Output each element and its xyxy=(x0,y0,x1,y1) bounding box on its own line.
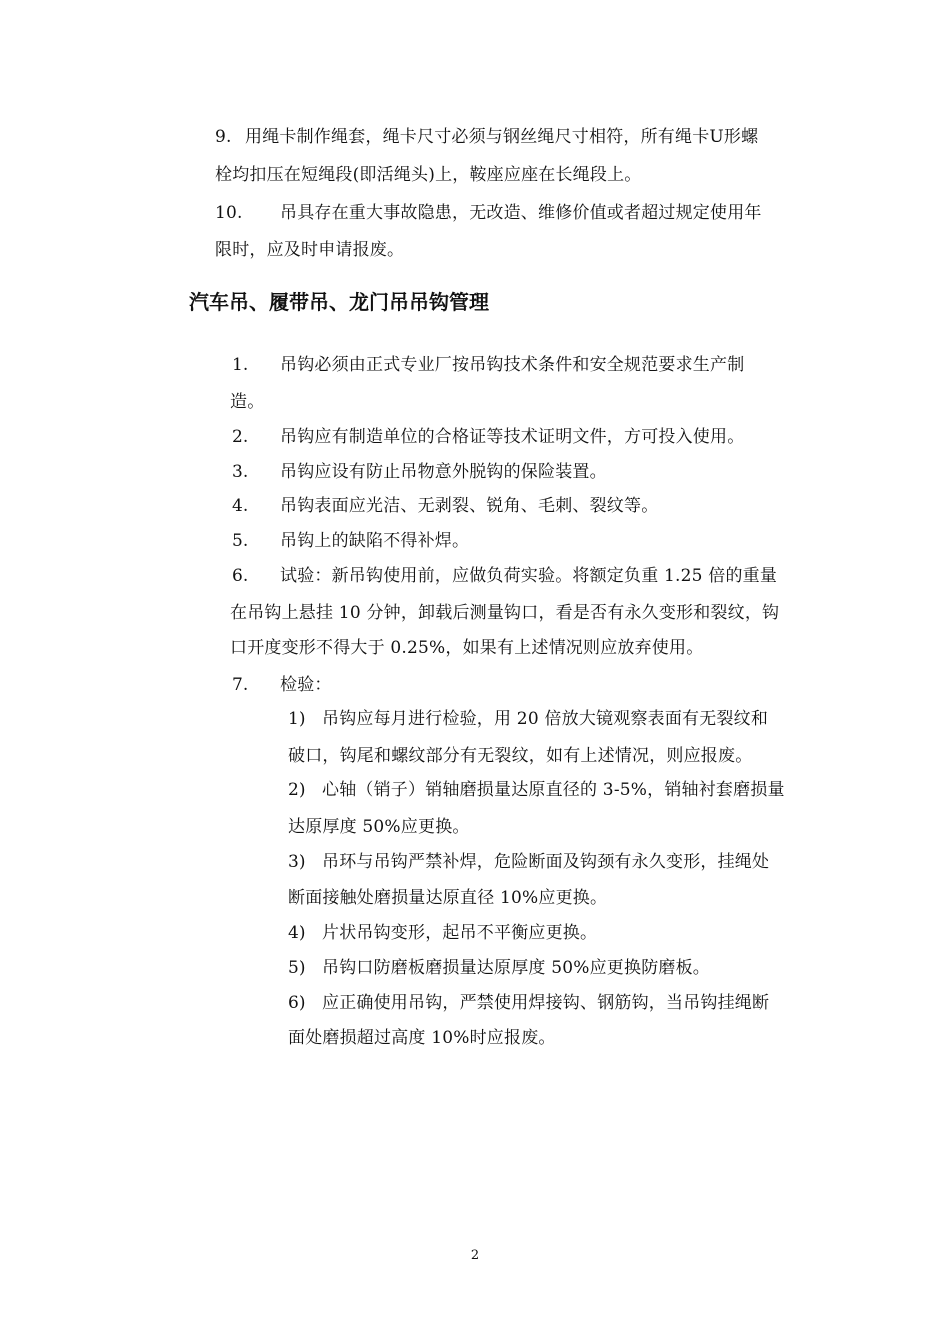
item-1-line-1: 吊钩必须由正式专业厂按吊钩技术条件和安全规范要求生产制 xyxy=(280,355,745,375)
item-2-number: 2. xyxy=(232,427,249,447)
item-6-line-1: 试验：新吊钩使用前，应做负荷实验。将额定负重 1.25 倍的重量 xyxy=(280,566,778,586)
item-7-line-1: 检验： xyxy=(280,675,332,695)
item-2-line-1: 吊钩应有制造单位的合格证等技术证明文件，方可投入使用。 xyxy=(280,427,745,447)
sub-item-5-line-1: 吊钩口防磨板磨损量达原厚度 50%应更换防磨板。 xyxy=(322,958,710,978)
item-1-number: 1. xyxy=(232,355,249,375)
item-5-number: 5. xyxy=(232,531,249,551)
sub-item-3-number: 3) xyxy=(288,852,306,872)
page-number: 2 xyxy=(470,1248,480,1263)
prev-item-10-line-1: 吊具存在重大事故隐患，无改造、维修价值或者超过规定使用年 xyxy=(280,203,762,223)
item-3-line-1: 吊钩应设有防止吊物意外脱钩的保险装置。 xyxy=(280,462,607,482)
item-4-number: 4. xyxy=(232,496,249,516)
item-4-line-1: 吊钩表面应光洁、无剥裂、锐角、毛刺、裂纹等。 xyxy=(280,496,659,516)
sub-item-4-number: 4) xyxy=(288,923,306,943)
item-1-line-2: 造。 xyxy=(230,392,265,412)
prev-item-9-line-1: 用绳卡制作绳套，绳卡尺寸必须与钢丝绳尺寸相符，所有绳卡U形螺 xyxy=(245,127,759,147)
item-6-line-3: 口开度变形不得大于 0.25%，如果有上述情况则应放弃使用。 xyxy=(230,638,704,658)
sub-item-6-line-1: 应正确使用吊钩，严禁使用焊接钩、钢筋钩，当吊钩挂绳断 xyxy=(322,993,770,1013)
prev-item-10-number: 10. xyxy=(215,203,243,223)
sub-item-2-line-1: 心轴（销子）销轴磨损量达原直径的 3-5%，销轴衬套磨损量 xyxy=(322,780,785,800)
item-6-number: 6. xyxy=(232,566,249,586)
sub-item-2-line-2: 达原厚度 50%应更换。 xyxy=(288,817,470,837)
item-6-line-2: 在吊钩上悬挂 10 分钟，卸载后测量钩口，看是否有永久变形和裂纹，钩 xyxy=(230,603,780,623)
sub-item-1-number: 1) xyxy=(288,709,306,729)
sub-item-3-line-1: 吊环与吊钩严禁补焊，危险断面及钩颈有永久变形，挂绳处 xyxy=(322,852,770,872)
prev-item-9-line-2: 栓均扣压在短绳段(即活绳头)上，鞍座应座在长绳段上。 xyxy=(215,165,642,185)
item-7-number: 7. xyxy=(232,675,249,695)
sub-item-3-line-2: 断面接触处磨损量达原直径 10%应更换。 xyxy=(288,888,608,908)
sub-item-1-line-1: 吊钩应每月进行检验，用 20 倍放大镜观察表面有无裂纹和 xyxy=(322,709,769,729)
sub-item-1-line-2: 破口，钩尾和螺纹部分有无裂纹，如有上述情况，则应报废。 xyxy=(288,746,753,766)
sub-item-6-line-2: 面处磨损超过高度 10%时应报废。 xyxy=(288,1028,556,1048)
sub-item-5-number: 5) xyxy=(288,958,306,978)
item-5-line-1: 吊钩上的缺陷不得补焊。 xyxy=(280,531,470,551)
sub-item-6-number: 6) xyxy=(288,993,306,1013)
item-3-number: 3. xyxy=(232,462,249,482)
sub-item-2-number: 2) xyxy=(288,780,306,800)
prev-item-10-line-2: 限时，应及时申请报废。 xyxy=(215,240,405,260)
section-title: 汽车吊、履带吊、龙门吊吊钩管理 xyxy=(189,290,489,314)
sub-item-4-line-1: 片状吊钩变形，起吊不平衡应更换。 xyxy=(322,923,598,943)
prev-item-9-number: 9. xyxy=(215,127,232,147)
